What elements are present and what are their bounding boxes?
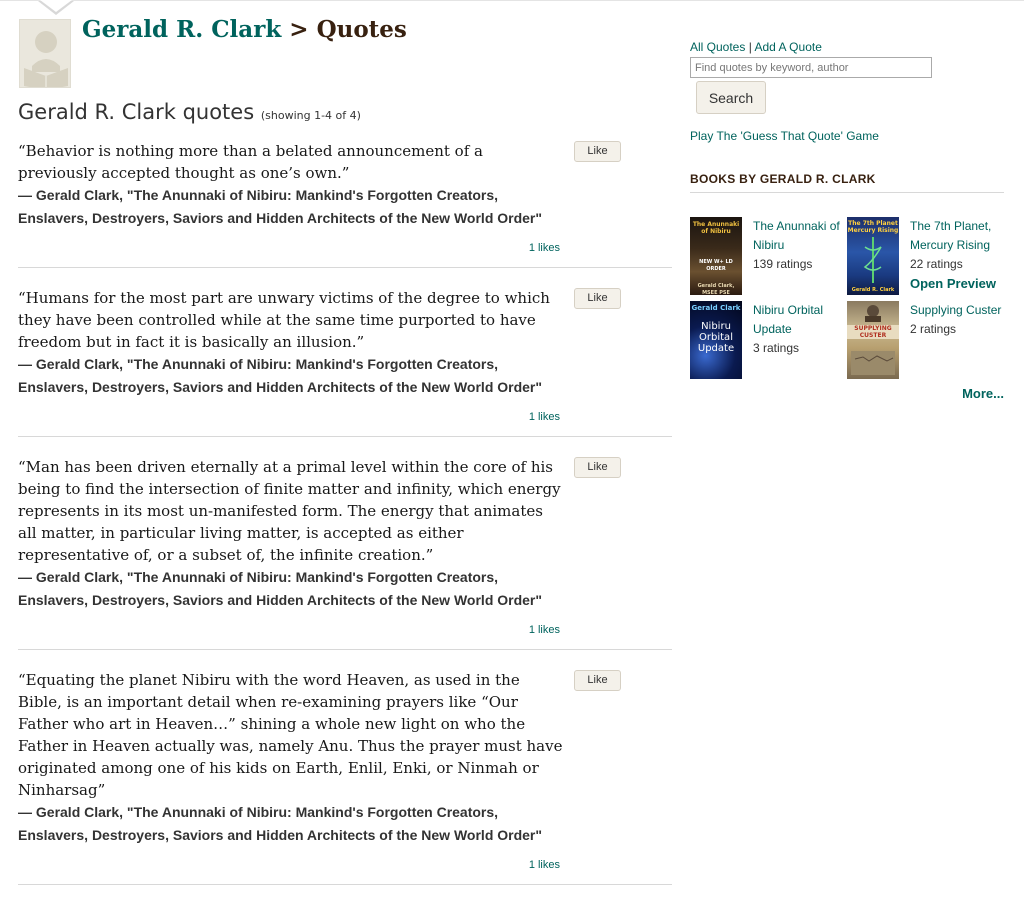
likes-count-link[interactable]: 1 likes [528,242,560,254]
book-cover-nibiru-orbital[interactable] [690,301,742,379]
title-separator: > [281,16,317,43]
like-button[interactable]: Like [574,457,621,478]
more-books-link[interactable]: More... [962,386,1004,401]
quote-item [18,136,672,268]
sidebar [690,40,1004,401]
top-divider [0,0,1024,1]
quote-search-input[interactable] [690,57,932,78]
quote-attribution: ― Gerald Clark, "The Anunnaki of Nibiru: Mankind's Forgotten Creators, Enslavers, Destroyers, Saviors and Hidden Architects of the New World Order" [18,569,543,608]
likes-count-link[interactable]: 1 likes [528,411,560,423]
book-info [753,217,853,274]
open-preview-link[interactable]: Open Preview [910,276,996,291]
quote-text: “Equating the planet Nibiru with the word Heaven, as used in the Bible, is an important detail when re-examining prayers like “Our Father who art in Heaven…” shining a whole new light on who the Father in Heaven actually was, namely Anu. Thus the prayer must have originated among one of his kids on Earth, Enlil, Enki, or Ninmah or Ninharsag” [18,671,563,799]
quote-text: “Man has been driven eternally at a primal level within the core of his being to find the intersection of finite matter and infinity, which energy represents in its most un-manifested form. The energy that animates all matter, in particular living matter, is accepted as either representative of, or a subset of, the infinite creation.” [18,458,561,564]
book-ratings: 22 ratings [910,257,963,271]
book-ratings: 139 ratings [753,257,813,271]
book-info [753,301,853,358]
like-button[interactable]: Like [574,288,621,309]
quote-attribution: ― Gerald Clark, "The Anunnaki of Nibiru: Mankind's Forgotten Creators, Enslavers, Destroyers, Saviors and Hidden Architects of the New World Order" [18,356,543,395]
quotes-list-title [18,100,361,124]
likes-count-link[interactable]: 1 likes [528,859,560,871]
quote-item [18,283,672,437]
author-avatar-placeholder[interactable] [19,19,71,88]
book-item [690,301,850,381]
quote-text: “Behavior is nothing more than a belated announcement of a previously accepted thought as one’s own.” [18,142,483,182]
search-button[interactable]: Search [696,81,766,114]
page-title [82,16,407,43]
book-item [847,217,1007,297]
quote-item [18,452,672,650]
nav-notch [38,1,74,15]
custer-portrait-icon [847,301,899,379]
book-title-link[interactable]: Nibiru Orbital Update [753,303,824,336]
book-ratings: 2 ratings [910,322,957,336]
cover-title-text: The 7th Planet Mercury Rising [847,220,899,234]
cover-caption-text: NEW W+ LD ORDER [699,259,733,272]
all-quotes-link[interactable]: All Quotes [690,40,746,54]
quote-item [18,665,672,885]
books-section-heading: BOOKS BY GERALD R. CLARK [690,172,1004,193]
book-info [910,217,1010,293]
quote-attribution: ― Gerald Clark, "The Anunnaki of Nibiru: Mankind's Forgotten Creators, Enslavers, Destroyers, Saviors and Hidden Architects of the New World Order" [18,804,543,843]
quotes-list [18,136,672,900]
quote-nav-links [690,40,1004,54]
author-name-link[interactable]: Gerald R. Clark [82,16,282,43]
title-section: Quotes [316,16,407,43]
book-info [910,301,1010,339]
book-title-link[interactable]: The Anunnaki of Nibiru [753,219,840,252]
cover-author-text: Gerald Clark, MSEE PSE [697,283,735,295]
cover-title-text: Nibiru Orbital Update [697,321,735,354]
link-separator: | [745,40,755,54]
like-button[interactable]: Like [574,141,621,162]
guess-quote-game-link[interactable]: Play The 'Guess That Quote' Game [690,129,879,143]
cover-author-text: Gerald R. Clark [851,287,895,293]
book-ratings: 3 ratings [753,341,800,355]
book-cover-supplying-custer[interactable] [847,301,899,379]
book-item [847,301,1007,381]
add-quote-link[interactable]: Add A Quote [754,40,822,54]
book-item [690,217,850,297]
book-cover-anunnaki[interactable] [690,217,742,295]
quote-attribution: ― Gerald Clark, "The Anunnaki of Nibiru: Mankind's Forgotten Creators, Enslavers, Destroyers, Saviors and Hidden Architects of the New World Order" [18,187,543,226]
book-cover-7th-planet[interactable] [847,217,899,295]
cover-title-text: SUPPLYING CUSTER [847,325,899,339]
like-button[interactable]: Like [574,670,621,691]
book-title-link[interactable]: The 7th Planet, Mercury Rising [910,219,992,252]
quotes-count: (showing 1-4 of 4) [260,109,361,122]
cover-title-text: The Anunnaki of Nibiru [692,221,740,235]
cover-author-text: Gerald Clark [691,304,741,312]
quotes-list-title-text: Gerald R. Clark quotes [18,100,255,124]
book-title-link[interactable]: Supplying Custer [910,303,1002,317]
caduceus-icon [847,217,899,295]
quote-text: “Humans for the most part are unwary victims of the degree to which they have been controlled while at the same time purported to have freedom but in fact it is basically an illusion.” [18,289,550,351]
likes-count-link[interactable]: 1 likes [528,624,560,636]
person-reading-icon [20,20,71,88]
